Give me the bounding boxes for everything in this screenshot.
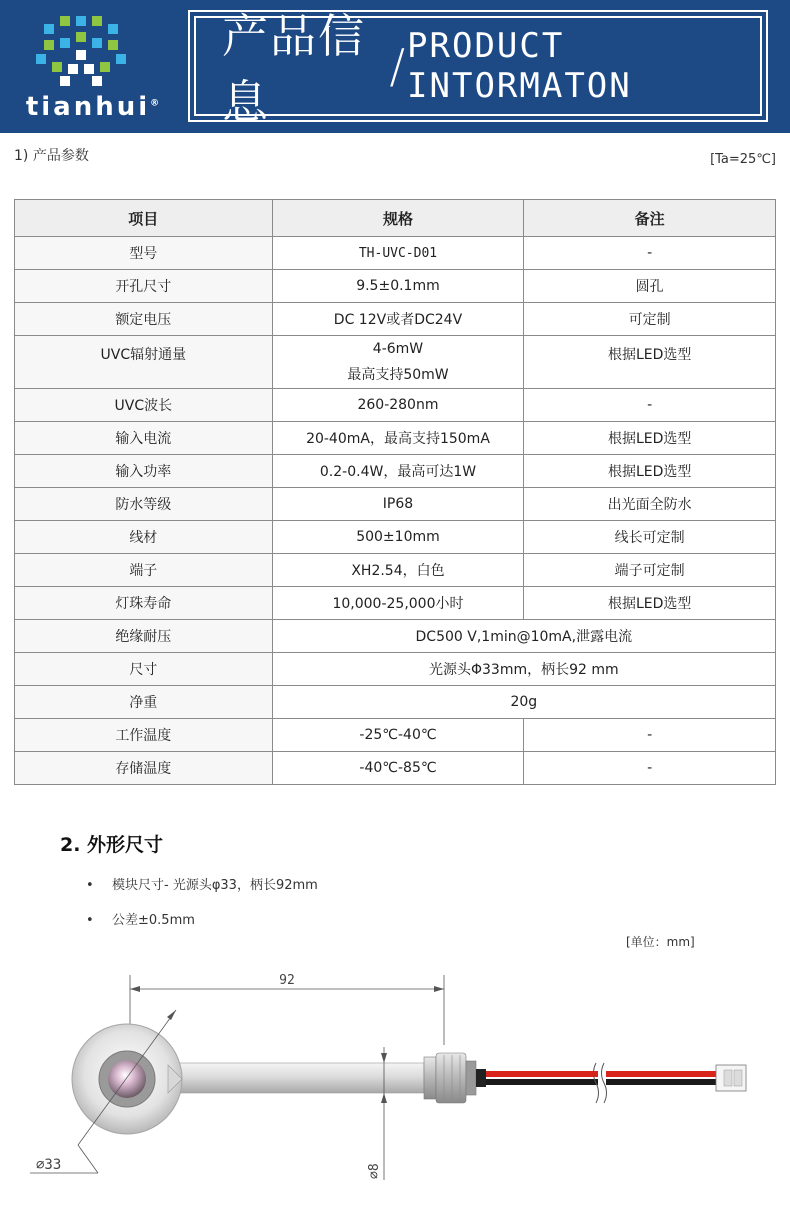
table-row (15, 303, 776, 336)
cell-item: 端子 (15, 554, 273, 587)
cell-item: UVC波长 (15, 389, 273, 422)
ambient-condition: [Ta=25℃] (710, 152, 776, 167)
cell-spec (272, 336, 524, 389)
dim-head-label: ∅33 (36, 1157, 62, 1173)
table-row (15, 554, 776, 587)
cell-item: 开孔尺寸 (15, 270, 273, 303)
cell-spec-line1: 4-6mW (372, 341, 424, 357)
cell-item: UVC辐射通量 (15, 336, 273, 389)
logo-mark-icon (14, 10, 174, 92)
header-banner (0, 0, 790, 133)
cell-spec: 10,000-25,000小时 (272, 587, 524, 620)
bullet-dot: • (86, 913, 94, 928)
cell-note: - (524, 389, 776, 422)
cell-item: 绝缘耐压 (15, 620, 273, 653)
table-row (15, 587, 776, 620)
table-row (15, 521, 776, 554)
cell-spec: 20-40mA，最高支持150mA (272, 422, 524, 455)
table-row (15, 422, 776, 455)
dim-length-label: 92 (279, 973, 295, 988)
title-english: PRODUCT INTORMATON (407, 26, 632, 106)
title-separator: / (389, 39, 406, 93)
cell-item: 线材 (15, 521, 273, 554)
black-wire-2 (606, 1079, 716, 1085)
arrow-dia8-bottom-icon (381, 1093, 387, 1103)
bullet-dot: • (86, 878, 94, 893)
cell-item: 型号 (15, 237, 273, 270)
arrow-right-icon (434, 986, 444, 992)
cell-note: 线长可定制 (524, 521, 776, 554)
cell-item: 输入功率 (15, 455, 273, 488)
logo-wordmark: tianhui (25, 92, 151, 122)
cell-item: 灯珠寿命 (15, 587, 273, 620)
cell-spec: 0.2-0.4W，最高可达1W (272, 455, 524, 488)
cell-note: 出光面全防水 (524, 488, 776, 521)
table-row (15, 620, 776, 653)
cell-item: 尺寸 (15, 653, 273, 686)
cell-note: 可定制 (524, 303, 776, 336)
title-frame (188, 9, 768, 129)
table-header-row (15, 200, 776, 237)
nut-flange (424, 1057, 436, 1099)
cell-note: 根据LED选型 (524, 336, 776, 389)
col-header-spec: 规格 (272, 200, 524, 237)
cell-item: 存储温度 (15, 752, 273, 785)
table-row (15, 455, 776, 488)
cell-item: 输入电流 (15, 422, 273, 455)
table-row (15, 389, 776, 422)
cell-item: 净重 (15, 686, 273, 719)
title-chinese: 产品信息 (222, 9, 366, 129)
black-wire (486, 1079, 598, 1085)
uvc-led-lens (108, 1060, 146, 1098)
table-row (15, 686, 776, 719)
cell-item: 防水等级 (15, 488, 273, 521)
cell-spec-line2: 最高支持50mW (347, 367, 449, 383)
dim-shaft-label: ∅8 (367, 1163, 382, 1179)
col-header-note: 备注 (524, 200, 776, 237)
table-row (15, 237, 776, 270)
registered-mark: ® (150, 98, 163, 109)
cell-note: 根据LED选型 (524, 587, 776, 620)
cell-spec: 9.5±0.1mm (272, 270, 524, 303)
table-row (15, 488, 776, 521)
cell-note: - (524, 752, 776, 785)
arrow-dia-icon (167, 1010, 176, 1020)
red-wire-2 (606, 1071, 716, 1077)
cell-spec: DC 12V或者DC24V (272, 303, 524, 336)
cell-note: - (524, 237, 776, 270)
cell-spec: 500±10mm (272, 521, 524, 554)
section2-title: 2. 外形尺寸 (60, 834, 164, 856)
table-row (15, 752, 776, 785)
unit-note: [单位：mm] (626, 935, 695, 949)
cell-note: 根据LED选型 (524, 422, 776, 455)
table-row (15, 719, 776, 752)
shaft (170, 1063, 424, 1093)
cable-sleeve (476, 1069, 486, 1087)
cell-spec-merged: 光源头Φ33mm，柄长92 mm (272, 653, 775, 686)
table-row (15, 336, 776, 389)
bullet-text: 公差±0.5mm (112, 913, 195, 928)
spec-table (14, 199, 776, 785)
cell-note: - (524, 719, 776, 752)
cell-spec: IP68 (272, 488, 524, 521)
bullet-item (86, 874, 318, 893)
brand-logo (14, 10, 174, 122)
table-row (15, 270, 776, 303)
cell-note: 根据LED选型 (524, 455, 776, 488)
cell-spec: -40℃-85℃ (272, 752, 524, 785)
cell-spec: TH-UVC-D01 (272, 237, 524, 270)
section1-title: 1) 产品参数 (14, 148, 89, 164)
cell-note: 圆孔 (524, 270, 776, 303)
cell-item: 工作温度 (15, 719, 273, 752)
col-header-item: 项目 (15, 200, 273, 237)
cell-spec: XH2.54，白色 (272, 554, 524, 587)
red-wire (486, 1071, 598, 1077)
bullet-item (86, 909, 195, 928)
cell-spec-merged: DC500 V,1min@10mA,泄露电流 (272, 620, 775, 653)
dimension-drawing (0, 955, 790, 1195)
cell-spec-merged: 20g (272, 686, 775, 719)
bullet-text: 模块尺寸- 光源头φ33，柄长92mm (112, 878, 318, 893)
cable-gland (436, 1053, 466, 1103)
table-row (15, 653, 776, 686)
arrow-dia8-top-icon (381, 1053, 387, 1063)
cell-spec: -25℃-40℃ (272, 719, 524, 752)
cell-note: 端子可定制 (524, 554, 776, 587)
arrow-left-icon (130, 986, 140, 992)
cell-item: 额定电压 (15, 303, 273, 336)
cell-spec: 260-280nm (272, 389, 524, 422)
